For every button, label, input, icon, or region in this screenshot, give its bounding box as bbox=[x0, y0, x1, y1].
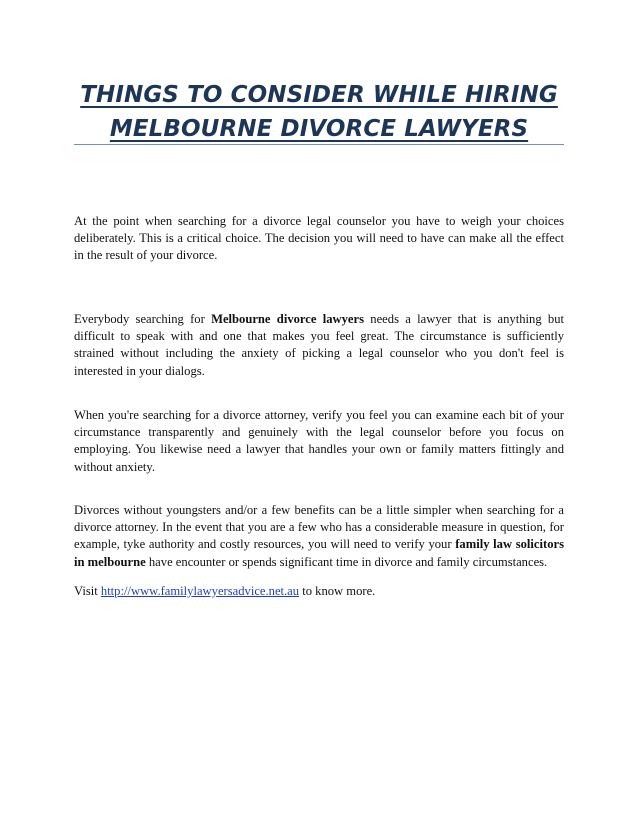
paragraph-2-text-end: needs a lawyer that is anything but difficult to speak with and one that makes you feel great. The circumstance is sufficiently strained without including the anxiety of picking a legal counselor who you don't feel is interested in your dialogs. bbox=[74, 312, 564, 378]
title-line-2: MELBOURNE DIVORCE LAWYERS bbox=[109, 116, 529, 142]
website-link[interactable]: http://www.familylawyersadvice.net.au bbox=[100, 584, 300, 598]
paragraph-4-text-end: have encounter or spends significant time in divorce and family circumstances. bbox=[145, 554, 548, 569]
visit-text: Visit bbox=[74, 584, 101, 598]
paragraph-4 bbox=[74, 502, 564, 571]
paragraph-2 bbox=[74, 311, 564, 380]
melbourne-divorce-lawyers-keyword: Melbourne divorce lawyers bbox=[211, 312, 365, 326]
title-line-1: THINGS TO CONSIDER WHILE HIRING bbox=[80, 82, 558, 108]
document-title bbox=[74, 78, 564, 146]
title-divider bbox=[74, 144, 564, 145]
know-more-text: to know more. bbox=[299, 584, 376, 598]
paragraph-4-text-start: Divorces without youngsters and/or a few benefits can be a little simpler when searching for a divorce attorney. In the event that you are a few who has a considerable measure in question, for example, tyke authority and costly resources, you will need to verify your bbox=[74, 503, 564, 552]
family-law-solicitors-keyword: family law solicitors in melbourne bbox=[74, 537, 564, 569]
visit-paragraph bbox=[74, 583, 564, 600]
paragraph-1: At the point when searching for a divorce legal counselor you have to weigh your choices deliberately. This is a critical choice. The decision you will need to have can make all the effect in the result of your divorce. bbox=[74, 214, 564, 263]
paragraph-2-text-start: Everybody searching for bbox=[74, 312, 212, 326]
paragraph-3: When you're searching for a divorce attorney, verify you feel you can examine each bit of your circumstance transparently and genuinely with the legal counselor before you focus on employing. You likewise need a lawyer that handles your own or family matters fittingly and without anxiety. bbox=[74, 408, 564, 474]
